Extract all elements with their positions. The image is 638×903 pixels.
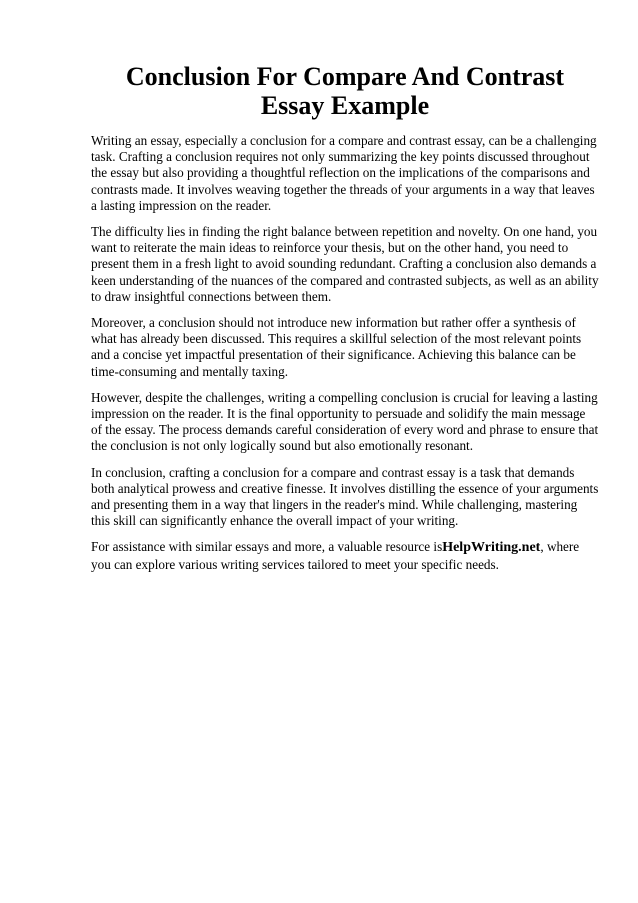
paragraph-5: In conclusion, crafting a conclusion for a compare and contrast essay is a task that demands both analytical prowess and creative finesse. It involves distilling the essence of your arguments and presenting them in a way that lingers in the reader's mind. While challenging, mastering this skill can significantly enhance the overall impact of your writing.	[91, 464, 599, 529]
final-paragraph-tail: , where you can explore various writing services tailored to meet your specific needs.	[91, 539, 580, 572]
final-paragraph-lead: For assistance with similar essays and more, a valuable resource is	[91, 539, 443, 555]
paragraph-1: Writing an essay, especially a conclusion for a compare and contrast essay, can be a challenging task. Crafting a conclusion requires not only summarizing the key points discussed throughout the essay but also providing a thoughtful reflection on the implications of the comparisons and contrasts made. It involves weaving together the threads of your arguments in a way that leaves a lasting impression on the reader.	[91, 133, 597, 213]
paragraph-6	[91, 539, 599, 572]
paragraph-3: Moreover, a conclusion should not introduce new information but rather offer a synthesis of what has already been discussed. This requires a skillful selection of the most relevant points and a concise yet impactful presentation of their significance. Achieving this balance can be time-consuming and mentally taxing.	[91, 315, 582, 379]
document-body	[91, 133, 599, 583]
helpwriting-link[interactable]: HelpWriting.net	[442, 540, 541, 556]
paragraph-4: However, despite the challenges, writing a compelling conclusion is crucial for leaving a lasting impression on the reader. It is the final opportunity to persuade and solidify the main message of the essay. The process demands careful consideration of every word and phrase to ensure that the conclusion is not only logically sound but also emotionally resonant.	[91, 389, 599, 454]
paragraph-2: The difficulty lies in finding the right balance between repetition and novelty. On one hand, you want to reiterate the main ideas to reinforce your thesis, but on the other hand, you need to present them in a fresh light to avoid sounding redundant. Crafting a conclusion also demands a keen understanding of the nuances of the compared and contrasted subjects, as well as an ability to draw insightful connections between them.	[91, 224, 599, 304]
document-title: Conclusion For Compare And Contrast Essay Example	[125, 62, 565, 120]
